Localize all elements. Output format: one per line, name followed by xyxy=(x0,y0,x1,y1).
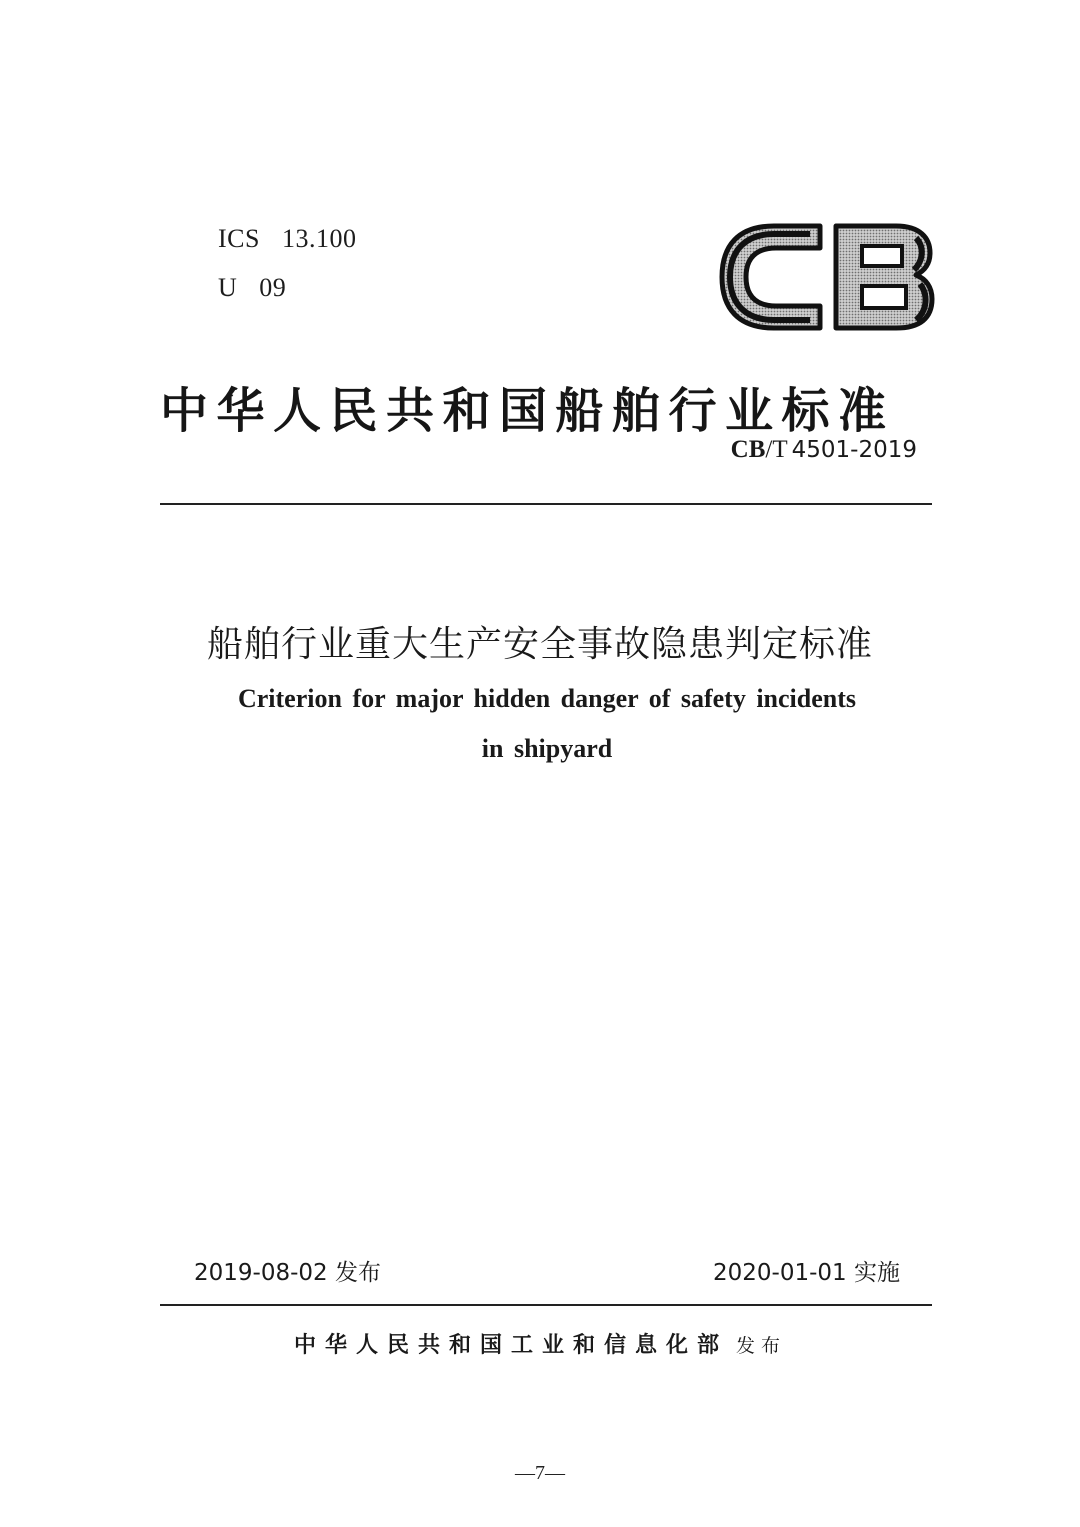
cb-logo xyxy=(716,220,938,334)
code-suffix: /T xyxy=(765,436,788,463)
document-title-zh: 船舶行业重大生产安全事故隐患判定标准 xyxy=(206,624,873,665)
ics-value: 13.100 xyxy=(281,224,357,253)
document-title-en-line1: Criterion for major hidden danger of safety incidents xyxy=(237,684,857,713)
header-divider xyxy=(160,503,932,505)
implement-date: 2020-01-01 实施 xyxy=(713,1260,900,1286)
code-number: 4501-2019 xyxy=(791,437,917,463)
ics-label: ICS xyxy=(218,224,260,253)
publish-date: 2019-08-02 发布 xyxy=(194,1260,381,1286)
issuer xyxy=(0,1328,1080,1359)
code-prefix: CB xyxy=(730,436,766,463)
ics-code xyxy=(218,224,356,254)
ccs-label: U xyxy=(218,273,238,302)
standard-code xyxy=(731,434,917,464)
page-number: —7— xyxy=(515,1462,565,1484)
document-title-en-line2: in shipyard xyxy=(481,734,613,763)
ccs-code xyxy=(218,273,286,303)
footer-divider xyxy=(160,1304,932,1306)
ccs-value: 09 xyxy=(259,273,287,302)
issuer-action: 发布 xyxy=(736,1335,787,1357)
standard-title: 中华人民共和国船舶行业标准 xyxy=(160,383,895,439)
issuer-name: 中华人民共和国工业和信息化部 xyxy=(293,1332,728,1358)
